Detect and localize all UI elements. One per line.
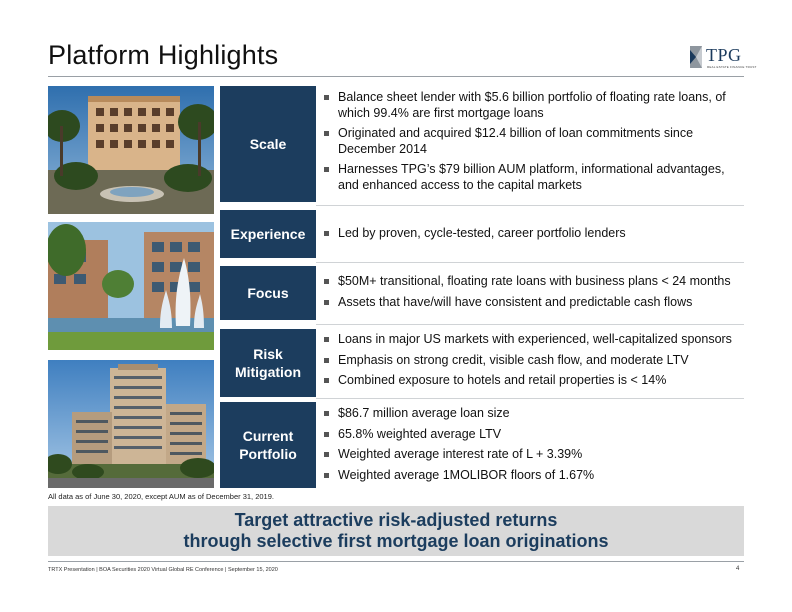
callout-line-1: Target attractive risk-adjusted returns [234,510,558,530]
bullet-text: Combined exposure to hotels and retail properties is < 14% [338,373,667,387]
row-divider [316,324,744,325]
row-label-experience [220,210,316,258]
row-label-text: Current [242,428,294,444]
list-item [322,295,746,311]
list-item [322,90,746,121]
bullet-text: $50M+ transitional, floating rate loans with business plans < 24 months [338,274,731,288]
list-item [322,406,746,422]
list-item [322,353,746,369]
row-label-text: Mitigation [234,364,302,380]
current-portfolio-bullet-list [322,406,746,488]
bullet-square-icon [324,231,329,236]
footer-divider [48,561,744,562]
bullet-square-icon [324,411,329,416]
row-divider [316,205,744,206]
bullet-text: Assets that have/will have consistent and predictable cash flows [338,294,693,309]
experience-bullet-list [322,226,746,247]
tpg-logo-icon [690,46,704,68]
bullet-square-icon [324,167,329,172]
bullet-text: Originated and acquired $12.4 billion of loan commitments since December 2014 [338,126,694,156]
row-label-current-portfolio [220,402,316,488]
row-divider [316,262,744,263]
bullet-text: Harnesses TPG’s $79 billion AUM platform, informational advantages, and enhanced access to the capital markets [338,162,725,192]
row-label-focus [220,266,316,320]
row-label-scale [220,86,316,202]
page-title: Platform Highlights [48,40,279,70]
list-item [322,468,746,484]
office-fountain-photo [48,222,214,350]
list-item [322,226,746,242]
bullet-square-icon [324,473,329,478]
row-label-text: Portfolio [239,446,297,462]
scale-bullet-list [322,90,746,198]
bullet-text: Weighted average interest rate of L + 3.39% [338,447,583,461]
list-item [322,126,746,157]
bullet-text: Loans in major US markets with experienced, well-capitalized sponsors [338,332,732,346]
list-item [322,332,746,348]
bullet-square-icon [324,432,329,437]
row-label-text: Focus [247,285,289,301]
list-item [322,427,746,443]
risk-mitigation-bullet-list [322,332,746,394]
bullet-square-icon [324,337,329,342]
bullet-square-icon [324,452,329,457]
logo-wordmark: TPG [706,45,742,65]
bullet-text: Weighted average 1MOLIBOR floors of 1.67% [338,467,595,482]
hotel-courtyard-photo [48,86,214,214]
bullet-text: $86.7 million average loan size [338,406,510,420]
title-divider [48,76,744,77]
bullet-text: Emphasis on strong credit, visible cash flow, and moderate LTV [338,352,689,367]
logo-subtext: REAL ESTATE FINANCE TRUST [707,65,757,69]
company-logo [690,45,757,72]
bullet-square-icon [324,300,329,305]
bullet-square-icon [324,358,329,363]
row-label-risk-mitigation [220,329,316,397]
callout-banner [48,506,744,556]
footnote: All data as of June 30, 2020, except AUM as of December 31, 2019. [48,492,274,501]
page-number: 4 [736,566,740,572]
row-label-text: Risk [253,346,283,362]
footer-text: TRTX Presentation | BOA Securities 2020 Virtual Global RE Conference | September 15, 2020 [48,567,278,573]
bullet-text: 65.8% weighted average LTV [338,426,502,441]
row-label-text: Scale [249,136,287,152]
callout-line-2: through selective first mortgage loan originations [183,531,609,551]
bullet-text: Led by proven, cycle-tested, career portfolio lenders [338,226,626,240]
office-tower-photo [48,360,214,488]
list-item [322,162,746,193]
bullet-square-icon [324,95,329,100]
bullet-square-icon [324,378,329,383]
focus-bullet-list [322,274,746,315]
list-item [322,274,746,290]
bullet-text: Balance sheet lender with $5.6 billion portfolio of floating rate loans, of which 99.4% are first mortgage loans [338,90,726,120]
bullet-square-icon [324,131,329,136]
list-item [322,447,746,463]
list-item [322,373,746,389]
bullet-square-icon [324,279,329,284]
row-divider [316,398,744,399]
row-label-text: Experience [230,226,306,242]
